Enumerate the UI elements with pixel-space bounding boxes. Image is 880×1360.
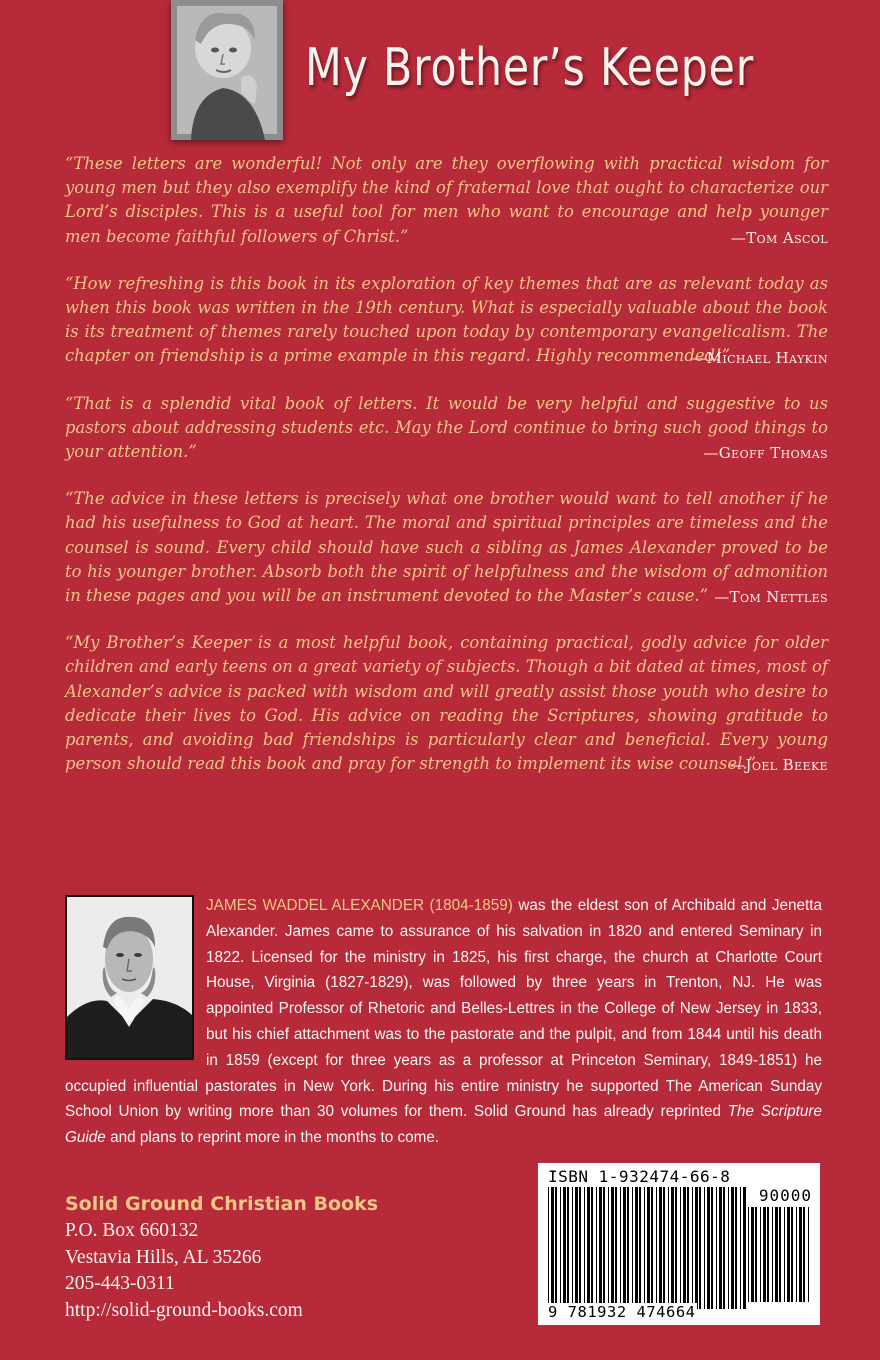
endorsement-author: —Tom Ascol (730, 228, 828, 247)
publisher-info (65, 1190, 485, 1324)
endorsements (65, 152, 828, 799)
endorsement-author: —Geoff Thomas (703, 444, 828, 463)
author-bio (65, 893, 822, 1151)
endorsement-author: —Michael Haykin (691, 348, 828, 367)
author-portrait-image (65, 895, 194, 1060)
price-barcode-bars-icon (748, 1207, 812, 1302)
endorsement-author: —Joel Beeke (730, 756, 828, 775)
publisher-phone: 205-443-0311 (65, 1273, 175, 1295)
endorsement (65, 152, 828, 249)
endorsement (65, 392, 828, 465)
endorsement (65, 487, 828, 608)
endorsement-text: “The advice in these letters is precisely what one brother would want to tell another if he had his usefulness to God at heart. The moral and spiritual principles are timeless and the counsel is sound. Every child should have such a sibling as James Alexander proved to be to his younger brother. Absorb both the spirit of helpfulness and the wisdom of admonition in these pages and you will be an instrument devoted to the Master’s cause.” (65, 489, 828, 606)
endorsement (65, 631, 828, 776)
bio-text-part: was the eldest son of Archibald and Jenetta Alexander. James came to assurance of his salvation in 1820 and entered Seminary in 1822. Licensed for the ministry in 1825, his first charge, the church at Charlotte Court House, Virginia (1827-1829), was followed by three years in Trenton, NJ. He was appointed Professor of Rhetoric and Belles-Lettres in the College of New Jersey in 1833, but his chief attachment was to the pastorate and the pulpit, and from 1844 until his death in 1859 (except for three years as a professor at Princeton Seminary, 1849-1851) he occupied influential pastorates in New York. During his entire ministry he supported The American Sunday School Union by writing more than 30 volumes for them. Solid Ground has already reprinted (65, 897, 822, 1121)
ean-digits: 9 781932 474664 (548, 1303, 696, 1321)
bio-text-part: and plans to reprint more in the months to come. (105, 1129, 440, 1147)
publisher-address-line: P.O. Box 660132 (65, 1220, 199, 1241)
endorsement-text: “These letters are wonderful! Not only are they overflowing with practical wisdom for young men but they also exemplify the kind of fraternal love that ought to characterize our Lord’s disciples. This is a useful tool for men who want to encourage and help younger men become faithful followers of Christ.” (65, 154, 828, 246)
price-code: 90000 (758, 1186, 812, 1205)
publisher-website: http://solid-ground-books.com (65, 1299, 303, 1321)
endorsement (65, 272, 828, 369)
barcode-bars-icon (548, 1187, 748, 1309)
endorsement-text: “My Brother’s Keeper is a most helpful book, containing practical, godly advice for older children and early teens on a great variety of subjects. Though a bit dated at times, most of Alexander’s advice is packed with wisdom and will greatly assist those youth who desire to dedicate their lives to God. His advice on reading the Scriptures, showing gratitude to parents, and avoiding bad friendships is particularly clear and beneficial. Every young person should read this book and pray for strength to implement its wise counsel.” (65, 633, 828, 774)
endorsement-text: “That is a splendid vital book of letters. It would be very helpful and suggestive to us pastors about addressing students etc. May the Lord continue to bring such good things to your attention.” (65, 393, 828, 462)
publisher-name: Solid Ground Christian Books (65, 1193, 379, 1215)
cover-artwork-image (171, 0, 283, 140)
endorsement-author: —Tom Nettles (714, 588, 828, 607)
publisher-address-line: Vestavia Hills, AL 35266 (65, 1246, 262, 1268)
isbn-label: ISBN 1-932474-66-8 (548, 1167, 731, 1186)
endorsement-text: “How refreshing is this book in its exploration of key themes that are as relevant today as when this book was written in the 19th century. What is especially valuable about the book is its treatment of themes rarely touched upon today by contemporary evangelicalism. The chapter on friendship is a prime example in this regard. Highly recommended!” (65, 273, 828, 366)
author-name: JAMES WADDEL ALEXANDER (1804-1859) (206, 897, 513, 914)
book-reference: The Scripture Guide (65, 1103, 822, 1147)
isbn-barcode (538, 1163, 820, 1325)
book-title: My Brother’s Keeper (305, 38, 755, 98)
